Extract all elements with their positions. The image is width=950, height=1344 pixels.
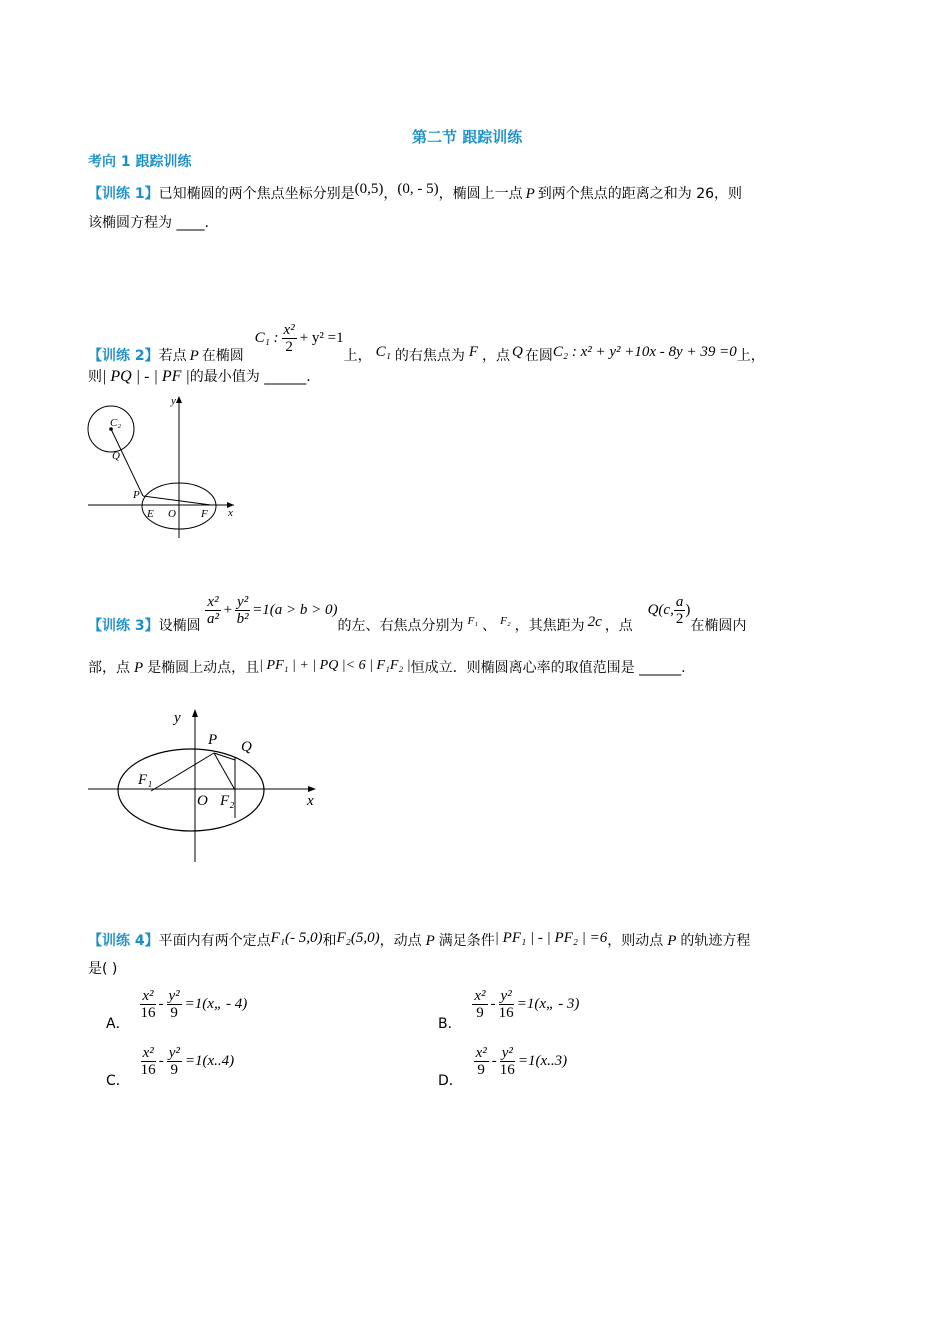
q4-text-3: 满足条件: [438, 933, 495, 949]
q3-line2-prefix: 部，点: [88, 660, 130, 676]
minus-sign: -: [491, 1052, 497, 1069]
q3-text-2: 的左、右焦点分别为: [337, 617, 464, 634]
option-b-den1: 9: [476, 1005, 484, 1021]
option-c-num1: x²: [142, 1045, 154, 1061]
expression-pq-pf: | PQ | - | PF |: [102, 368, 190, 385]
fixed-point-f1: F₁(- 5,0): [270, 930, 323, 946]
question-4-tag: 【训练 4】: [88, 933, 159, 949]
q3-text: 设椭圆: [158, 617, 201, 634]
label-y: y: [171, 395, 176, 407]
focus-f1: F₁: [467, 614, 479, 627]
frac1-numerator: x²: [207, 594, 219, 610]
point-p: P: [525, 186, 535, 202]
option-a-den2: 9: [170, 1005, 178, 1021]
option-b-label: B．: [438, 1015, 462, 1032]
q4-text: 平面内有两个定点: [158, 933, 271, 949]
question-1-line-2: 该椭圆方程为 ____.: [88, 215, 209, 231]
question-3-line-1: [88, 594, 747, 634]
q4-and: 和: [322, 933, 337, 949]
point-q: Q: [512, 343, 523, 360]
question-2-line-1: [88, 322, 765, 364]
minus-sign: -: [158, 995, 164, 1012]
q1-text-3: 到两个焦点的距离之和为 26，则: [537, 186, 743, 202]
label-f: F: [201, 508, 208, 520]
question-3-line-2: [88, 657, 686, 677]
label-p: P: [133, 489, 140, 501]
ellipse: [118, 749, 264, 831]
distance-condition: | PF₁ | - | PF₂ | =6: [494, 930, 608, 946]
ellipse-equation: [205, 594, 338, 627]
minus-sign: -: [490, 995, 496, 1012]
question-1-line-1: [88, 183, 742, 203]
label-x: x: [228, 507, 233, 519]
y-axis-arrow: [192, 709, 198, 717]
figure-ellipse-circle: [84, 392, 254, 542]
frac2-denominator: b²: [236, 611, 249, 627]
label-y: y: [174, 710, 181, 726]
c1-label: C₁ :: [254, 329, 279, 346]
q2-text-5: ，点: [482, 347, 511, 364]
option-d[interactable]: [438, 1045, 568, 1089]
option-d-rest: =1(x..3): [517, 1052, 568, 1069]
option-d-num1: x²: [475, 1045, 487, 1061]
q3-sep: 、: [482, 617, 497, 634]
q2-text-4: 的右焦点为: [394, 347, 465, 364]
page-title: 第二节 跟踪训练: [412, 128, 523, 146]
focus-f: F: [468, 343, 479, 360]
label-q: Q: [112, 450, 120, 462]
section-heading: 考向 1 跟踪训练: [88, 154, 192, 170]
c1-numerator: x²: [283, 322, 295, 338]
point-p: P: [134, 660, 144, 676]
label-f1: F₁: [138, 772, 153, 788]
q2-line2-prefix: 则: [88, 369, 102, 385]
c1-rest: + y² =1: [299, 329, 344, 346]
label-q: Q: [241, 739, 252, 755]
label-p: P: [208, 732, 218, 748]
point-q-expression: [647, 594, 691, 627]
option-c-num2: y²: [168, 1045, 180, 1061]
focus-point-2: (0, - 5): [397, 181, 439, 197]
q2-text: 若点: [158, 347, 187, 364]
q3-text-4: ，点: [604, 617, 633, 634]
option-c-rest: =1(x..4): [184, 1052, 235, 1069]
option-a-num2: y²: [168, 988, 180, 1004]
q1-text-2: ，椭圆上一点: [438, 186, 523, 202]
option-b-den2: 16: [498, 1005, 514, 1021]
c1-denominator: 2: [285, 339, 293, 355]
plus-sign: +: [223, 601, 233, 618]
q3-text-5: 在椭圆内: [690, 617, 747, 634]
option-a-num1: x²: [142, 988, 154, 1004]
q4-text-4: ，则动点: [607, 933, 664, 949]
x-axis-arrow: [308, 786, 316, 792]
label-x: x: [307, 793, 314, 809]
q3-line2-text: 是椭圆上动点，且: [147, 660, 260, 676]
point-p: P: [189, 347, 199, 364]
frac1-denominator: a²: [206, 611, 219, 627]
q4-text-5: 的轨迹方程: [680, 933, 751, 949]
y-axis-arrow: [176, 396, 182, 403]
q-suffix: ): [685, 601, 691, 618]
point-p-2: P: [667, 933, 677, 949]
option-b-num1: x²: [474, 988, 486, 1004]
q1-sep: ，: [383, 186, 398, 202]
option-c-label: C．: [106, 1072, 130, 1089]
question-2-tag: 【训练 2】: [88, 347, 159, 364]
question-3-tag: 【训练 3】: [88, 617, 159, 634]
question-4-line-2: 是( ): [88, 961, 118, 977]
point-p: P: [425, 933, 435, 949]
q-prefix: Q(c,: [647, 601, 674, 618]
q2-line2-text: 的最小值为 ______.: [189, 369, 311, 385]
option-d-den1: 9: [477, 1062, 485, 1078]
question-1-tag: 【训练 1】: [88, 186, 159, 202]
q3-line2-text-2: 恒成立．则椭圆离心率的取值范围是 ______.: [410, 660, 686, 676]
q-denominator: 2: [675, 611, 684, 627]
figure-ellipse-foci: [86, 704, 326, 864]
q3-text-3: ，其焦距为: [514, 617, 585, 634]
segment-pf: [143, 496, 211, 505]
label-o: O: [168, 508, 176, 520]
inequality-condition: | PF₁ | + | PQ |< 6 | F₁F₂ |: [259, 658, 411, 673]
question-2-line-2: [88, 366, 311, 386]
label-c2: C₂: [110, 417, 122, 429]
question-4-line-1: [88, 930, 750, 950]
option-a-den1: 16: [140, 1005, 156, 1021]
focal-length: 2c: [587, 613, 602, 630]
minus-sign: -: [158, 1052, 164, 1069]
segment-pf1: [151, 753, 214, 791]
option-a[interactable]: [106, 988, 248, 1032]
label-o: O: [197, 793, 208, 809]
c1-label-2: C₁: [375, 343, 391, 360]
q2-text-3: 上，: [343, 347, 372, 364]
option-c-den1: 16: [140, 1062, 156, 1078]
frac2-numerator: y²: [237, 594, 249, 610]
focus-f2: F₂: [500, 614, 511, 627]
option-a-label: A．: [106, 1015, 130, 1032]
option-d-label: D．: [438, 1072, 463, 1089]
ellipse-c1-equation: [254, 322, 344, 355]
option-c[interactable]: [106, 1045, 235, 1089]
segment-pq: [111, 429, 143, 496]
q-numerator: a: [675, 594, 684, 610]
q2-text-7: 上，: [736, 347, 765, 364]
option-d-num2: y²: [501, 1045, 513, 1061]
label-f2: F₂: [220, 793, 235, 809]
option-d-den2: 16: [499, 1062, 515, 1078]
option-b-rest: =1(x„ - 3): [516, 995, 580, 1012]
q1-text: 已知椭圆的两个焦点坐标分别是: [158, 186, 355, 202]
option-b-num2: y²: [500, 988, 512, 1004]
circle-c2-equation: C₂ : x² + y² +10x - 8y + 39 =0: [552, 343, 737, 360]
q2-text-6: 在圆: [524, 347, 553, 364]
focus-point-1: (0,5): [354, 181, 384, 197]
ellipse-condition: =1(a > b > 0): [252, 601, 338, 618]
option-c-den2: 9: [170, 1062, 179, 1078]
option-a-rest: =1(x„ - 4): [184, 995, 248, 1012]
label-e: E: [147, 508, 154, 520]
option-b[interactable]: [438, 988, 580, 1032]
fixed-point-f2: F₂(5,0): [336, 930, 380, 946]
q2-text-2: 在椭圆: [201, 347, 244, 364]
q4-text-2: ，动点: [379, 933, 422, 949]
